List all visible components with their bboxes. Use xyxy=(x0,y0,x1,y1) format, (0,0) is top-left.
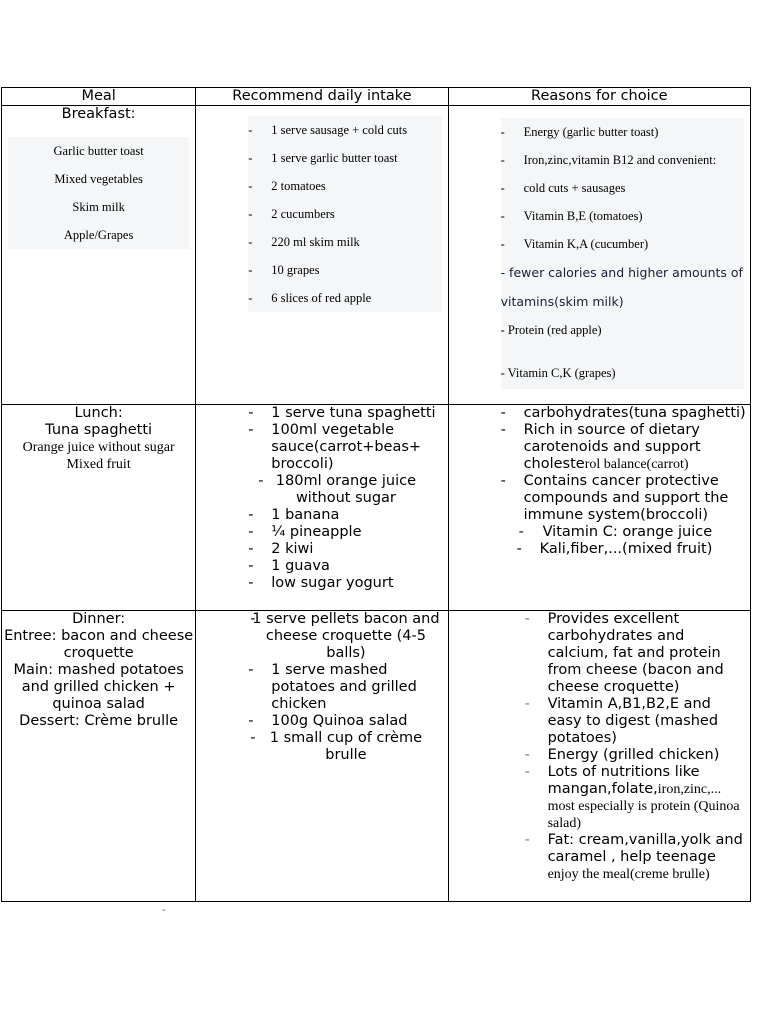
breakfast-intake-cell xyxy=(196,106,448,405)
list-item: - 100ml vegetable sauce(carrot+beas+ broccoli) xyxy=(248,422,443,473)
list-item: - Vitamin C,K (grapes) xyxy=(500,366,616,380)
list-item xyxy=(525,764,746,832)
list-item: - 2 cucumbers xyxy=(248,200,441,228)
list-item: - Provides excellent carbohydrates and calcium, fat and protein from cheese (bacon and cheese croquette) xyxy=(525,611,746,696)
reason-text-tail: enjoy the meal(creme brulle) xyxy=(547,867,710,882)
breakfast-row xyxy=(2,106,751,405)
list-item: - Kali,fiber,...(mixed fruit) xyxy=(501,541,746,558)
breakfast-reasons xyxy=(501,118,744,389)
list-item: - 1 serve mashed potatoes and grilled chicken xyxy=(248,662,443,713)
list-item: - 1 small cup of crème brulle xyxy=(248,730,443,764)
lunch-meal-cell xyxy=(2,405,196,611)
list-item: - Energy (garlic butter toast) xyxy=(501,118,744,146)
list-item xyxy=(525,832,746,883)
lunch-row xyxy=(2,405,751,611)
breakfast-title: Breakfast: xyxy=(61,106,136,122)
list-item: - Vitamin K,A (cucumber) xyxy=(501,230,744,258)
reason-text: Lots of nutritions like mangan,folate, xyxy=(547,764,700,797)
breakfast-item: Skim milk xyxy=(72,200,125,214)
dinner-reasons-cell xyxy=(448,611,750,902)
list-item-continuation xyxy=(501,174,744,202)
dinner-intake-list xyxy=(248,611,443,764)
list-item: - low sugar yogurt xyxy=(248,575,443,592)
dinner-intake-cell xyxy=(196,611,448,902)
list-item: - Contains cancer protective compounds and support the immune system(broccoli) xyxy=(501,473,746,524)
lunch-reasons-cell xyxy=(448,405,750,611)
lunch-drink: Orange juice without sugar xyxy=(22,440,175,455)
lunch-intake-cell xyxy=(196,405,448,611)
continuation-text: cold cuts + sausages xyxy=(523,181,626,195)
breakfast-items xyxy=(8,137,189,249)
list-item: - 100g Quinoa salad xyxy=(248,713,443,730)
dinner-meal xyxy=(2,611,195,730)
lunch-dessert: Mixed fruit xyxy=(66,457,131,472)
reason-text-tail: rol balance(carrot) xyxy=(584,457,689,472)
list-item: - Energy (grilled chicken) xyxy=(525,747,746,764)
breakfast-item: Apple/Grapes xyxy=(63,228,134,242)
list-item-continuation: vitamins(skim milk) xyxy=(500,294,624,309)
list-item: - 1 banana xyxy=(248,507,443,524)
dinner-title: Dinner: xyxy=(72,611,126,627)
breakfast-intake-list xyxy=(248,116,441,312)
breakfast-reasons-cell xyxy=(448,106,750,405)
lunch-meal xyxy=(2,405,195,473)
list-item: - ¼ pineapple xyxy=(248,524,443,541)
breakfast-meal-cell xyxy=(2,106,196,405)
dinner-entree: Entree: bacon and cheese croquette xyxy=(4,628,194,661)
list-item: - 180ml orange juice without sugar xyxy=(248,473,443,507)
list-item: - fewer calories and higher amounts of xyxy=(500,265,743,280)
header-row xyxy=(2,88,751,106)
footer-mark: - xyxy=(162,905,166,916)
list-item: - 2 kiwi xyxy=(248,541,443,558)
list-item: - 1 serve tuna spaghetti xyxy=(248,405,443,422)
dinner-dessert: Dessert: Crème brulle xyxy=(19,713,179,729)
list-item: - 1 serve sausage + cold cuts xyxy=(248,116,441,144)
breakfast-item: Mixed vegetables xyxy=(54,172,143,186)
list-item: - 2 tomatoes xyxy=(248,172,441,200)
header-intake: Recommend daily intake xyxy=(196,88,448,106)
header-meal: Meal xyxy=(2,88,196,106)
list-item: - 10 grapes xyxy=(248,256,441,284)
list-item: - 1 guava xyxy=(248,558,443,575)
lunch-main: Tuna spaghetti xyxy=(45,422,153,438)
spacer xyxy=(501,344,744,359)
list-item: - 1 serve garlic butter toast xyxy=(248,144,441,172)
lunch-intake-list xyxy=(248,405,443,592)
reason-text: Fat: cream,vanilla,yolk and caramel , help teenage xyxy=(547,832,743,865)
list-item: - Iron,zinc,vitamin B12 and convenient: xyxy=(501,146,744,174)
list-item: - 1 serve pellets bacon and cheese croquette (4-5 balls) xyxy=(248,611,443,662)
dinner-main: Main: mashed potatoes and grilled chicken + quinoa salad xyxy=(13,662,184,712)
list-item: - Vitamin A,B1,B2,E and easy to digest (mashed potatoes) xyxy=(525,696,746,747)
list-item: - 220 ml skim milk xyxy=(248,228,441,256)
dinner-reasons-list xyxy=(525,611,746,883)
reason-text: Rich in source of dietary carotenoids and support choleste xyxy=(523,422,701,472)
list-item xyxy=(501,422,746,473)
breakfast-item: Garlic butter toast xyxy=(53,144,144,158)
dinner-meal-cell xyxy=(2,611,196,902)
list-item: - Vitamin B,E (tomatoes) xyxy=(501,202,744,230)
header-reasons: Reasons for choice xyxy=(448,88,750,106)
meal-plan-table xyxy=(1,87,751,902)
list-item: - 6 slices of red apple xyxy=(248,284,441,312)
lunch-reasons-list xyxy=(501,405,746,558)
list-item: - Protein (red apple) xyxy=(500,323,602,337)
reason-text-tail: iron,zinc,... most especially is protein (Quinoa salad) xyxy=(547,782,740,831)
dinner-row xyxy=(2,611,751,902)
list-item: - Vitamin C: orange juice xyxy=(501,524,746,541)
lunch-title: Lunch: xyxy=(74,405,123,421)
list-item: - carbohydrates(tuna spaghetti) xyxy=(501,405,746,422)
